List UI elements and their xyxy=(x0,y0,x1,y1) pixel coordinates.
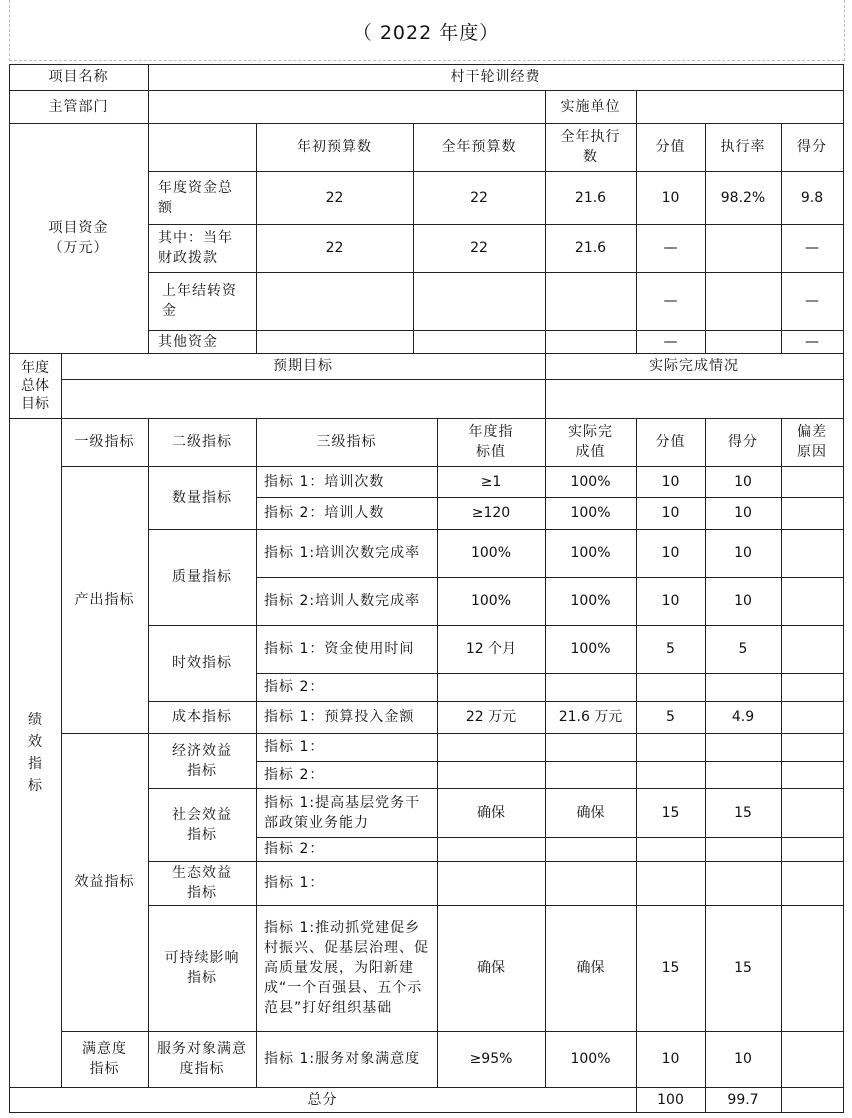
perf-cell-actual: 确保 xyxy=(576,804,605,821)
perf-col-target: 年度指标值 xyxy=(468,424,514,460)
total-val: 100 xyxy=(657,1091,684,1108)
fund-cell-exec xyxy=(545,330,636,353)
impl-unit-label: 实施单位 xyxy=(560,98,621,115)
fund-cell-score_val: — xyxy=(663,240,678,256)
level2-quantity: 数量指标 xyxy=(172,489,232,506)
perf-label xyxy=(9,418,61,1087)
perf-cell-score: 15 xyxy=(734,960,752,976)
perf-cell-target: ≥1 xyxy=(480,473,502,490)
page-title: （ 2022 年度） xyxy=(352,22,500,44)
level2-sustainable: 可持续影响指标 xyxy=(164,950,240,986)
fund-cell-init: 22 xyxy=(325,240,344,256)
perf-cell-val: 10 xyxy=(661,545,680,561)
perf-col-reason: 偏差原因 xyxy=(797,424,827,460)
perf-col-val: 分值 xyxy=(655,434,686,450)
perf-cell-val: 10 xyxy=(661,1051,680,1067)
perf-cell-val: 10 xyxy=(661,593,680,609)
fund-cell-score_val: — xyxy=(663,333,678,350)
perf-cell-ind: 指标 1： xyxy=(264,875,325,891)
goals-expected: 预期目标 xyxy=(273,358,333,374)
fund-cell-score: 9.8 xyxy=(800,189,824,206)
perf-cell-score: 15 xyxy=(734,804,752,821)
perf-cell-target: ≥95% xyxy=(469,1051,513,1067)
level1-output: 产出指标 xyxy=(74,591,135,608)
funds-label xyxy=(9,123,148,353)
level2-quality: 质量指标 xyxy=(172,569,232,585)
goals-label-line: 总体 xyxy=(21,377,49,394)
perf-cell-ind: 指标 2:培训人数完成率 xyxy=(264,593,421,609)
perf-cell-ind: 指标 2： xyxy=(264,766,325,783)
goals-label-line: 年度 xyxy=(21,359,49,376)
perf-cell-ind: 指标 1:培训次数完成率 xyxy=(264,545,421,561)
perf-cell-score: 4.9 xyxy=(731,709,755,725)
level2-service-satisfaction: 服务对象满意度指标 xyxy=(157,1041,247,1077)
perf-cell-score: 10 xyxy=(734,1051,752,1067)
total-label: 总分 xyxy=(307,1091,338,1108)
perf-cell-actual: 100% xyxy=(570,593,611,609)
level2-economic: 经济效益指标 xyxy=(172,742,232,779)
fund-cell-exec xyxy=(545,272,636,330)
fund-cell-score: — xyxy=(805,240,819,256)
perf-cell-target xyxy=(437,673,545,701)
perf-col-level1: 一级指标 xyxy=(74,434,135,450)
level1-satisfaction: 满意度指标 xyxy=(82,1041,127,1077)
fund-cell-full xyxy=(413,330,545,353)
funds-col-init: 年初预算数 xyxy=(297,139,372,155)
perf-cell-target: 确保 xyxy=(477,804,505,821)
perf-cell-ind: 指标 1：预算投入金额 xyxy=(264,709,415,725)
funds-label-line2: （万元） xyxy=(48,240,109,256)
perf-cell-actual xyxy=(545,673,636,701)
fund-cell-rate xyxy=(705,330,781,353)
perf-cell-val: 5 xyxy=(666,641,675,657)
perf-cell-score: 10 xyxy=(734,593,752,609)
perf-cell-ind: 指标 1： xyxy=(264,739,325,755)
perf-cell-target: 100% xyxy=(470,545,512,561)
perf-cell-val xyxy=(636,761,705,788)
perf-cell-target: 100% xyxy=(470,593,512,609)
perf-cell-actual: 21.6 万元 xyxy=(558,709,623,725)
fund-cell-score_val: — xyxy=(663,293,678,309)
perf-cell-actual: 100% xyxy=(570,641,611,657)
perf-cell-actual: 100% xyxy=(570,1051,611,1067)
perf-cell-val: 10 xyxy=(661,505,680,521)
perf-cell-score: 10 xyxy=(734,473,752,490)
perf-col-actual: 实际完成值 xyxy=(568,424,613,460)
project-name-label: 项目名称 xyxy=(48,69,109,85)
perf-cell-actual: 100% xyxy=(570,545,611,561)
perf-cell-score xyxy=(705,673,781,701)
fund-cell-score: — xyxy=(805,333,819,350)
perf-cell-target: 确保 xyxy=(477,960,505,976)
perf-label-char: 标 xyxy=(28,777,42,794)
goals-actual: 实际完成情况 xyxy=(649,358,739,374)
funds-col-exec: 全年执行数 xyxy=(560,129,621,165)
perf-cell-actual: 确保 xyxy=(576,960,605,976)
perf-cell-actual: 100% xyxy=(570,473,611,490)
perf-cell-ind: 指标 2： xyxy=(264,679,325,695)
perf-cell-score: 10 xyxy=(734,505,752,521)
perf-cell-ind: 指标 1:服务对象满意度 xyxy=(264,1051,421,1067)
perf-cell-val: 15 xyxy=(661,804,680,821)
level2-social: 社会效益指标 xyxy=(172,806,232,843)
perf-col-level2: 二级指标 xyxy=(172,434,232,450)
level2-cost: 成本指标 xyxy=(172,709,232,725)
fund-cell-init: 22 xyxy=(325,189,344,206)
fund-cell-init xyxy=(256,272,413,330)
perf-label-char: 指 xyxy=(28,755,42,772)
perf-cell-score xyxy=(705,837,781,861)
fund-cell-full: 22 xyxy=(470,240,488,256)
perf-cell-score xyxy=(705,861,781,905)
total-score: 99.7 xyxy=(727,1091,759,1108)
perf-cell-ind: 指标 1：资金使用时间 xyxy=(264,641,415,657)
perf-cell-score: 5 xyxy=(738,641,748,657)
fund-cell-name: 上年结转资金 xyxy=(162,283,237,319)
funds-col-rate: 执行率 xyxy=(720,139,766,155)
perf-label-char: 绩 xyxy=(28,711,42,728)
perf-cell-target: 12 个月 xyxy=(465,641,517,657)
perf-cell-ind: 指标 1:提高基层党务干部政策业务能力 xyxy=(264,794,421,831)
fund-cell-exec: 21.6 xyxy=(574,240,607,256)
fund-cell-full xyxy=(413,272,545,330)
perf-cell-actual xyxy=(545,761,636,788)
funds-col-score: 得分 xyxy=(797,139,827,155)
perf-cell-ind: 指标 1：培训次数 xyxy=(264,473,385,490)
perf-cell-target xyxy=(437,761,545,788)
perf-cell-score xyxy=(705,733,781,761)
fund-cell-score_val: 10 xyxy=(661,189,680,206)
fund-cell-rate xyxy=(705,224,781,272)
goals-label-line: 目标 xyxy=(21,395,49,412)
perf-cell-actual: 100% xyxy=(570,505,611,521)
fund-cell-init xyxy=(256,330,413,353)
fund-cell-rate: 98.2% xyxy=(720,189,766,206)
perf-cell-val xyxy=(636,861,705,905)
perf-cell-score: 10 xyxy=(734,545,752,561)
funds-label-line1: 项目资金 xyxy=(48,220,109,236)
perf-col-level3: 三级指标 xyxy=(316,434,377,450)
impl-unit-value xyxy=(636,90,843,123)
perf-cell-score xyxy=(705,761,781,788)
perf-cell-val: 10 xyxy=(661,473,680,490)
goals-label xyxy=(9,353,61,418)
fund-cell-name: 其他资金 xyxy=(158,333,218,350)
fund-cell-score: — xyxy=(805,293,819,309)
dept-label: 主管部门 xyxy=(48,98,109,115)
level2-timeliness: 时效指标 xyxy=(172,655,232,671)
perf-cell-val xyxy=(636,837,705,861)
fund-cell-full: 22 xyxy=(470,189,488,206)
perf-cell-ind: 指标 1:推动抓党建促乡村振兴、促基层治理、促高质量发展，为阳新建成“一个百强县、五个示范县”打好组织基础 xyxy=(264,920,429,1016)
perf-cell-val: 5 xyxy=(666,709,675,725)
dept-value xyxy=(148,90,545,123)
project-name-value: 村干轮训经费 xyxy=(450,69,541,85)
funds-col-full: 全年预算数 xyxy=(441,139,517,155)
perf-cell-actual xyxy=(545,837,636,861)
fund-cell-name: 年度资金总额 xyxy=(158,179,233,216)
perf-cell-val xyxy=(636,733,705,761)
fund-cell-exec: 21.6 xyxy=(574,189,607,206)
perf-cell-target xyxy=(437,733,545,761)
level1-benefit: 效益指标 xyxy=(74,874,135,890)
funds-col-scoreval: 分值 xyxy=(655,139,686,155)
perf-cell-target: 22 万元 xyxy=(465,709,517,725)
fund-cell-name: 其中：当年财政拨款 xyxy=(158,230,233,266)
perf-cell-actual xyxy=(545,861,636,905)
perf-cell-ind: 指标 2： xyxy=(264,841,325,857)
fund-cell-rate xyxy=(705,272,781,330)
perf-cell-target: ≥120 xyxy=(471,505,511,521)
perf-label-char: 效 xyxy=(28,733,42,750)
perf-cell-val: 15 xyxy=(661,960,680,976)
perf-cell-target xyxy=(437,837,545,861)
perf-col-score: 得分 xyxy=(728,434,758,450)
level2-ecological: 生态效益指标 xyxy=(172,865,232,901)
perf-cell-ind: 指标 2：培训人数 xyxy=(264,505,385,521)
perf-cell-target xyxy=(437,861,545,905)
perf-cell-actual xyxy=(545,733,636,761)
perf-cell-val xyxy=(636,673,705,701)
